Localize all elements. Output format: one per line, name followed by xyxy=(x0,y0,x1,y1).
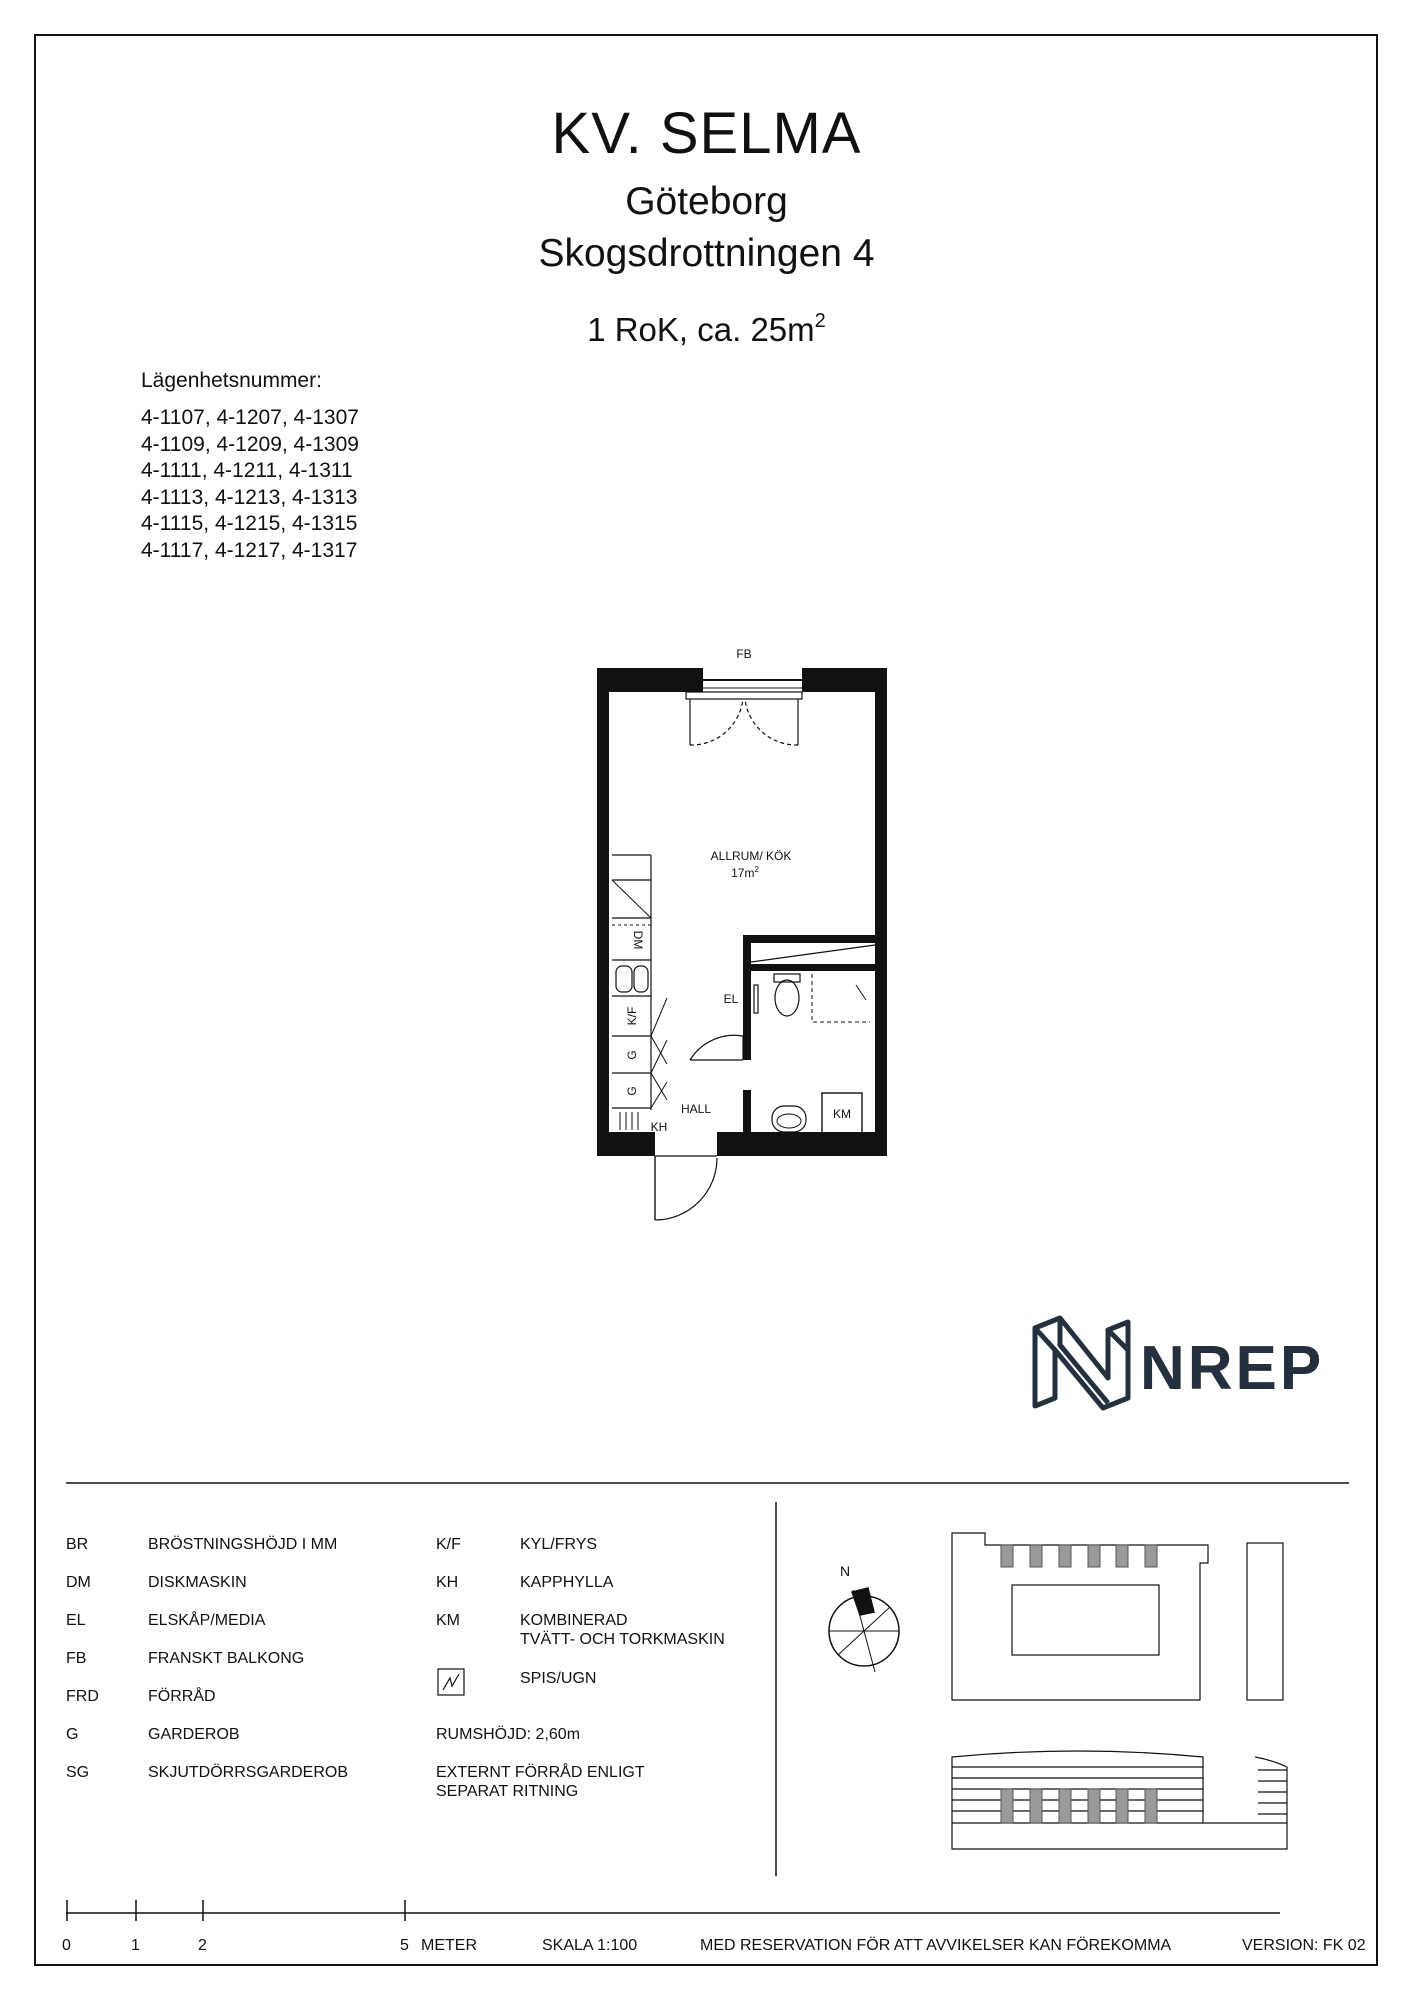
street-address: Skogsdrottningen 4 xyxy=(538,232,875,275)
plan-labels xyxy=(625,647,851,1134)
label-dm: DM xyxy=(631,930,645,950)
apartment-row: 4-1111, 4-1211, 4-1311 xyxy=(141,459,353,482)
label-el: EL xyxy=(723,992,739,1006)
legend-key: FRD xyxy=(66,1688,99,1705)
legend-key: EL xyxy=(66,1612,86,1629)
bath-wall xyxy=(743,935,751,1060)
ceiling-height-note: RUMSHÖJD: 2,60m xyxy=(436,1726,581,1743)
legend-key: KH xyxy=(436,1574,459,1591)
legend-key: FB xyxy=(66,1650,87,1667)
scale-tick-label: 1 xyxy=(131,1937,140,1954)
legend-value: KAPPHYLLA xyxy=(520,1574,614,1591)
scale-tick-label: 2 xyxy=(198,1937,207,1954)
bath-wall xyxy=(743,935,877,943)
project-title: KV. SELMA xyxy=(551,101,862,166)
legend-key: SG xyxy=(66,1764,90,1781)
scale-unit: METER xyxy=(421,1937,477,1954)
legend-value: SPIS/UGN xyxy=(520,1670,597,1687)
city-name: Göteborg xyxy=(625,180,788,223)
site-plan xyxy=(952,1533,1283,1700)
legend-value: GARDEROB xyxy=(148,1726,240,1743)
legend-value: FÖRRÅD xyxy=(148,1688,216,1705)
outer-wall xyxy=(597,1132,655,1156)
size-sup: 2 xyxy=(814,310,826,332)
legend-value: KYL/FRYS xyxy=(520,1536,598,1553)
compass-icon xyxy=(829,1588,899,1672)
nrep-logo-mark xyxy=(1035,1318,1128,1408)
legend-value-line2: TVÄTT- OCH TORKMASKIN xyxy=(520,1631,725,1648)
compass-north-label: N xyxy=(840,1563,851,1579)
outer-wall xyxy=(740,668,887,1156)
label-kf: K/F xyxy=(625,1006,639,1026)
legend-value: FRANSKT BALKONG xyxy=(148,1650,305,1667)
outer-wall xyxy=(717,1132,740,1156)
scale-ratio: SKALA 1:100 xyxy=(542,1937,638,1954)
legend-value: SKJUTDÖRRSGARDEROB xyxy=(148,1764,349,1781)
legend-key: KM xyxy=(436,1612,460,1629)
label-kh: KH xyxy=(650,1120,668,1134)
legend-value: BRÖSTNINGSHÖJD I MM xyxy=(148,1536,338,1553)
apartment-row: 4-1109, 4-1209, 4-1309 xyxy=(141,432,359,456)
legend-key: DM xyxy=(66,1574,91,1591)
apartment-row: 4-1113, 4-1213, 4-1313 xyxy=(141,485,358,509)
legend-key: K/F xyxy=(436,1536,461,1553)
label-fb: FB xyxy=(736,647,752,661)
outer-wall xyxy=(597,668,703,1132)
legend-key: BR xyxy=(66,1536,89,1553)
legend-middle xyxy=(436,1536,766,1856)
room-area-text: 17m xyxy=(731,866,755,880)
label-g: G xyxy=(625,1050,639,1060)
legend-value: DISKMASKIN xyxy=(148,1574,247,1591)
apartment-row: 4-1117, 4-1217, 4-1317 xyxy=(141,538,358,562)
legend-value: ELSKÅP/MEDIA xyxy=(148,1612,266,1629)
bath-wall xyxy=(743,1090,751,1135)
disclaimer: MED RESERVATION FÖR ATT AVVIKELSER KAN FÖREKOMMA xyxy=(700,1937,1172,1954)
legend-value: KOMBINERAD xyxy=(520,1612,628,1629)
label-km: KM xyxy=(833,1107,851,1121)
site-elevation xyxy=(952,1751,1287,1849)
storage-note-line2: SEPARAT RITNING xyxy=(436,1783,579,1800)
apartment-row: 4-1107, 4-1207, 4-1307 xyxy=(141,406,359,429)
bath-wall xyxy=(751,964,877,971)
scale-tick-label: 5 xyxy=(400,1937,409,1954)
size-text: 1 RoK, ca. 25m xyxy=(587,311,815,348)
label-g: G xyxy=(625,1086,639,1096)
legend-left xyxy=(66,1536,386,1856)
scale-tick-label: 0 xyxy=(62,1937,71,1954)
label-hall: HALL xyxy=(680,1102,712,1116)
version-label: VERSION: FK 02 xyxy=(1242,1937,1366,1954)
label-room-area xyxy=(731,865,759,880)
label-room: ALLRUM/ KÖK xyxy=(710,849,792,863)
apartment-row: 4-1115, 4-1215, 4-1315 xyxy=(141,512,358,535)
scale-bar xyxy=(66,1900,1280,1921)
storage-note-line1: EXTERNT FÖRRÅD ENLIGT xyxy=(436,1764,645,1781)
nrep-logo-text: NREP xyxy=(1140,1334,1325,1403)
room-area-sup: 2 xyxy=(754,865,759,874)
apartment-numbers-label: Lägenhetsnummer: xyxy=(141,369,322,392)
legend-key: G xyxy=(66,1726,79,1743)
